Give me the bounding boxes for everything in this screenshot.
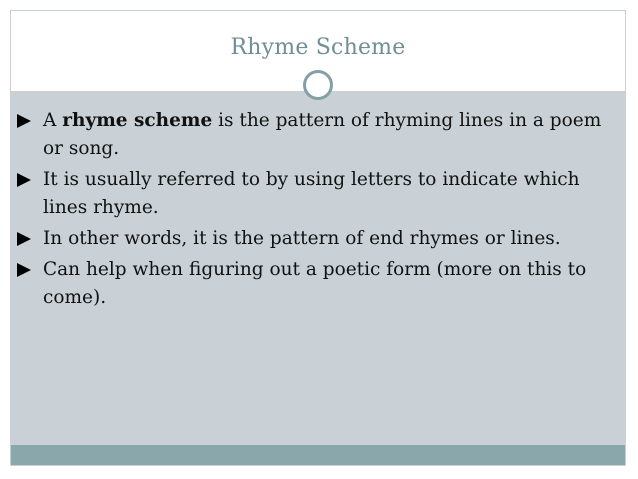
- bullet-text-suffix: is the pattern of rhyming lines in a poem or song.: [43, 110, 602, 159]
- triangle-bullet-icon: [17, 232, 31, 246]
- bullet-item: [17, 256, 607, 312]
- bullet-item: [17, 107, 607, 163]
- slide-title: Rhyme Scheme: [230, 35, 406, 60]
- bullet-list: [17, 107, 607, 315]
- footer-bar: [11, 445, 625, 465]
- bullet-text-prefix: A: [43, 110, 63, 131]
- bullet-item: [17, 225, 607, 253]
- bullet-text: It is usually referred to by using letters to indicate which lines rhyme.: [43, 169, 580, 218]
- divider-circle-ornament: [303, 70, 333, 100]
- triangle-bullet-icon: [17, 114, 31, 128]
- bullet-text: In other words, it is the pattern of end rhymes or lines.: [43, 228, 561, 249]
- triangle-bullet-icon: [17, 263, 31, 277]
- bullet-text-bold-term: rhyme scheme: [62, 110, 213, 131]
- triangle-bullet-icon: [17, 173, 31, 187]
- bullet-text: Can help when figuring out a poetic form (more on this to come).: [43, 259, 587, 308]
- bullet-item: [17, 166, 607, 222]
